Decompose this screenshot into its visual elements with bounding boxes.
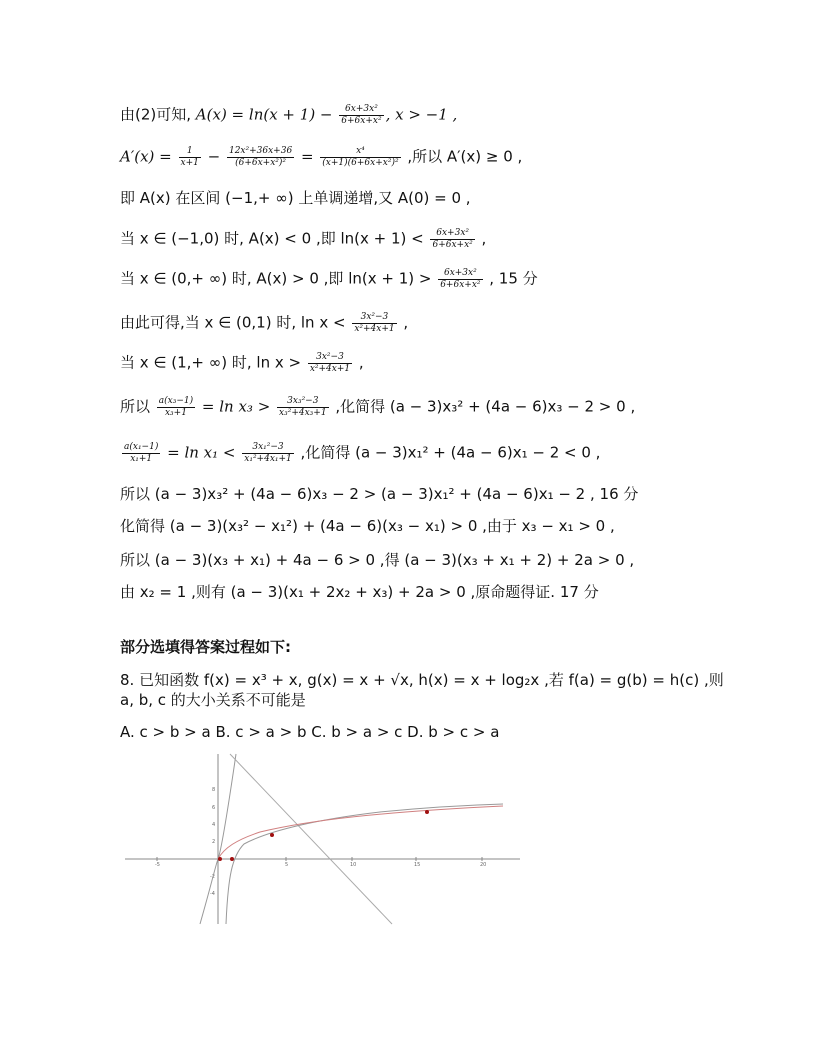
fraction: $\frac{\text{3x₃²−3}}{\text{x₃²+4x₃+1}}$ bbox=[279, 396, 327, 418]
proof-line-5: 当 x ∈ (0,+ ∞) 时, A(x) > 0 ,即 ln(x + 1) > $\frac{\text{6x+3x²}}{\text{6+6x+x²}}$ , 15 分 bbox=[120, 268, 538, 290]
intersection-point bbox=[425, 810, 429, 814]
fraction: $\frac{\text{x⁴}}{\text{(x+1)(6+6x+x²)²}}$ bbox=[322, 146, 399, 168]
y-tick-label: -4 bbox=[210, 891, 215, 897]
proof-line-11: 化简得 (a − 3)(x₃² − x₁²) + (4a − 6)(x₃ − x₁) > 0 ,由于 x₃ − x₁ > 0 , bbox=[120, 517, 615, 535]
problem-8-options: A. c > b > a B. c > a > b C. b > a > c D. b > c > a bbox=[120, 723, 500, 741]
y-tick-label: 2 bbox=[212, 839, 216, 845]
intersection-point bbox=[218, 857, 222, 861]
problem-8-line-1: 8. 已知函数 f(x) = x³ + x, g(x) = x + √x, h(x) = x + log₂x ,若 f(a) = g(b) = h(c) ,则 bbox=[120, 671, 724, 689]
proof-line-4: 当 x ∈ (−1,0) 时, A(x) < 0 ,即 ln(x + 1) < $\frac{\text{6x+3x²}}{\text{6+6x+x²}}$ , bbox=[120, 228, 487, 250]
x-tick-label: 5 bbox=[285, 862, 289, 868]
y-tick-label: 6 bbox=[212, 805, 216, 811]
proof-line-9: $\frac{\text{a(x₁−1)}}{\text{x₁+1}}$ = ln x₁ < $\frac{\text{3x₁²−3}}{\text{x₁²+4x₁+1}}$ ,化简得 (a − 3)x₁² + (4a − 6)x₁ − 2 < 0 , bbox=[124, 442, 601, 464]
proof-line-7: 当 x ∈ (1,+ ∞) 时, ln x > $\frac{\text{3x²−3}}{\text{x²+4x+1}}$ , bbox=[120, 352, 364, 374]
log-curve bbox=[226, 804, 503, 924]
fraction: $\frac{\text{a(x₁−1)}}{\text{x₁+1}}$ bbox=[124, 442, 159, 464]
problem-8-line-2: a, b, c 的大小关系不可能是 bbox=[120, 691, 306, 709]
fraction: $\frac{\text{3x²−3}}{\text{x²+4x+1}}$ bbox=[309, 352, 351, 374]
fraction: $\frac{1}{x+1}$ bbox=[180, 146, 199, 168]
fraction: $\frac{\text{a(x₃−1)}}{\text{x₃+1}}$ bbox=[158, 396, 194, 418]
y-tick-label: 8 bbox=[212, 787, 216, 793]
proof-line-6: 由此可得,当 x ∈ (0,1) 时, ln x < $\frac{\text{3x²−3}}{\text{x²+4x+1}}$ , bbox=[120, 312, 409, 334]
fraction: $\frac{\text{3x²−3}}{\text{x²+4x+1}}$ bbox=[354, 312, 395, 334]
proof-line-2: A′(x) = $\frac{1}{x+1}$ − $\frac{\text{12x²+36x+36}}{\text{(6+6x+x²)²}}$ = $\frac{\text{x⁴}}{\text{(x+1)(6+6x+x²)²}}$ ,所以 A′(x) ≥ 0 , bbox=[120, 146, 523, 168]
fraction: $\frac{\text{12x²+36x+36}}{\text{(6+6x+x²)²}}$ bbox=[228, 146, 293, 168]
intersection-point bbox=[230, 857, 234, 861]
proof-line-3: 即 A(x) 在区间 (−1,+ ∞) 上单调递增,又 A(0) = 0 , bbox=[120, 189, 471, 207]
y-tick-label: -2 bbox=[210, 874, 215, 880]
section-heading: 部分选填得答案过程如下: bbox=[120, 638, 291, 656]
x-tick-label: 10 bbox=[350, 862, 357, 868]
fraction: $\frac{\text{3x₁²−3}}{\text{x₁²+4x₁+1}}$ bbox=[244, 442, 292, 464]
proof-line-12: 所以 (a − 3)(x₃ + x₁) + 4a − 6 > 0 ,得 (a − 3)(x₃ + x₁ + 2) + 2a > 0 , bbox=[120, 551, 635, 569]
proof-line-8: 所以 $\frac{\text{a(x₃−1)}}{\text{x₃+1}}$ = ln x₃ > $\frac{\text{3x₃²−3}}{\text{x₃²+4x₃+1}}$ ,化简得 (a − 3)x₃² + (4a − 6)x₃ − 2 > 0 , bbox=[120, 396, 636, 418]
intersection-point bbox=[270, 833, 274, 837]
proof-line-10: 所以 (a − 3)x₃² + (4a − 6)x₃ − 2 > (a − 3)x₁² + (4a − 6)x₁ − 2 , 16 分 bbox=[120, 485, 639, 503]
fraction: $\frac{\text{6x+3x²}}{\text{6+6x+x²}}$ bbox=[341, 104, 382, 126]
proof-line-1: 由(2)可知, A(x) = ln(x + 1) − $\frac{\text{6x+3x²}}{\text{6+6x+x²}}$ , x > −1 , bbox=[120, 104, 458, 126]
x-tick-label: -5 bbox=[155, 862, 160, 868]
fraction: $\frac{\text{6x+3x²}}{\text{6+6x+x²}}$ bbox=[440, 268, 481, 290]
x-tick-label: 20 bbox=[480, 862, 487, 868]
y-tick-label: 4 bbox=[212, 822, 216, 828]
function-graph bbox=[120, 752, 525, 927]
x-tick-label: 15 bbox=[414, 862, 421, 868]
proof-line-13: 由 x₂ = 1 ,则有 (a − 3)(x₁ + 2x₂ + x₃) + 2a > 0 ,原命题得证. 17 分 bbox=[120, 583, 599, 601]
fraction: $\frac{\text{6x+3x²}}{\text{6+6x+x²}}$ bbox=[432, 228, 473, 250]
